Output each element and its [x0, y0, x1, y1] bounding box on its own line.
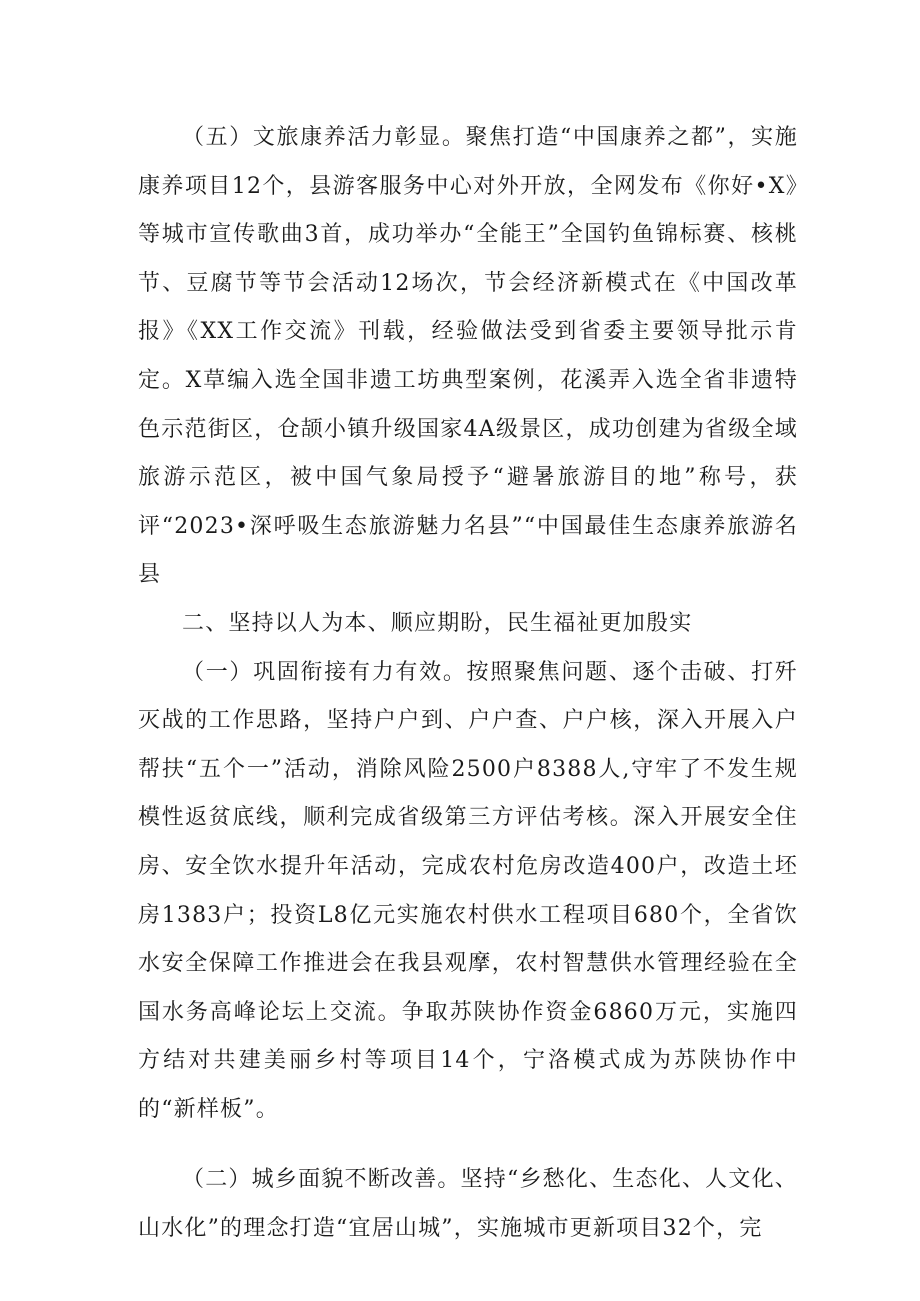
paragraph-urban-rural: （二）城乡面貌不断改善。坚持“乡愁化、生态化、人文化、山水化”的理念打造“宜居山城”，实施城市更新项目32个，完	[138, 1167, 798, 1242]
paragraph-culture-tourism: （五）文旅康养活力彰显。聚焦打造“中国康养之都”，实施康养项目12个，县游客服务中心对外开放，全网发布《你好•X》等城市宣传歌曲3首，成功举办“全能王”全国钓鱼锦标赛、核桃节、豆腐节等节会活动12场次，节会经济新模式在《中国改革报》《XX工作交流》刊载，经验做法受到省委主要领导批示肯定。X草编入选全国非遗工坊典型案例，花溪弄入选全省非遗特色示范街区，仓颉小镇升级国家4A级景区，成功创建为省级全域旅游示范区，被中国气象局授予“避暑旅游目的地”称号，获评“2023•深呼吸生态旅游魅力名县”“中国最佳生态康养旅游名县	[138, 125, 798, 588]
paragraph-gap	[138, 1134, 798, 1156]
paragraph-consolidation: （一）巩固衔接有力有效。按照聚焦问题、逐个击破、打歼灭战的工作思路，坚持户户到、户户查、户户核，深入开展入户帮扶“五个一”活动，消除风险2500户8388人,守牢了不发生规模性返贫底线，顺利完成省级第三方评估考核。深入开展安全住房、安全饮水提升年活动，完成农村危房改造400户，改造土坯房1383户；投资L8亿元实施农村供水工程项目680个，全省饮水安全保障工作推进会在我县观摩，农村智慧供水管理经验在全国水务高峰论坛上交流。争取苏陕协作资金6860万元，实施四方结对共建美丽乡村等项目14个，宁洛模式成为苏陕协作中的“新样板”。	[138, 659, 798, 1122]
section-heading-livelihood: 二、坚持以人为本、顺应期盼，民生福祉更加殷实	[182, 610, 693, 636]
